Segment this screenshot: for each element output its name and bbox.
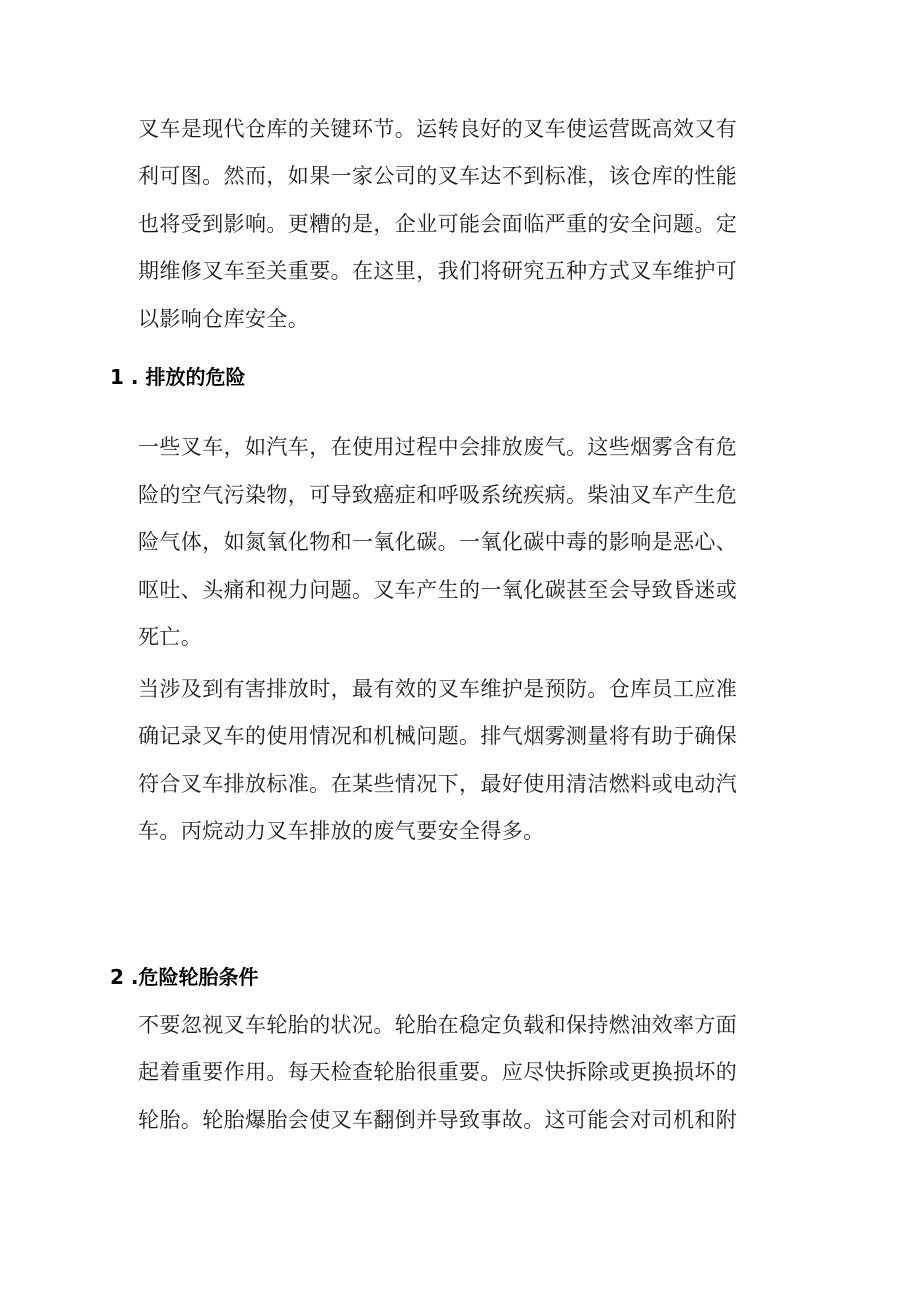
section-1-p1-line-5: 死亡。 [138, 625, 203, 649]
section-1-p1-line-1: 一些叉车，如汽车，在使用过程中会排放废气。这些烟雾含有危 [138, 435, 738, 459]
section-1-p1-line-2: 险的空气污染物，可导致癌症和呼吸系统疾病。柴油叉车产生危 [138, 483, 738, 507]
section-1-p2-line-1: 当涉及到有害排放时，最有效的叉车维护是预防。仓库员工应准 [138, 677, 738, 701]
section-1-p2-line-3: 符合叉车排放标准。在某些情况下，最好使用清洁燃料或电动汽 [138, 772, 738, 796]
intro-line-4: 期维修叉车至关重要。在这里，我们将研究五种方式叉车维护可 [138, 259, 738, 283]
intro-line-1: 叉车是现代仓库的关键环节。运转良好的叉车使运营既高效又有 [138, 117, 738, 141]
intro-line-5: 以影响仓库安全。 [138, 307, 310, 331]
section-1-heading: 1 . 排放的危险 [110, 365, 246, 389]
section-2-p1-line-3: 轮胎。轮胎爆胎会使叉车翻倒并导致事故。这可能会对司机和附 [138, 1108, 738, 1132]
section-1-p1-line-4: 呕吐、头痛和视力问题。叉车产生的一氧化碳甚至会导致昏迷或 [138, 578, 738, 602]
section-2-p1-line-2: 起着重要作用。每天检查轮胎很重要。应尽快拆除或更换损坏的 [138, 1060, 738, 1084]
intro-line-3: 也将受到影响。更糟的是，企业可能会面临严重的安全问题。定 [138, 212, 738, 236]
section-2-heading: 2 .危险轮胎条件 [110, 965, 259, 989]
intro-line-2: 利可图。然而，如果一家公司的叉车达不到标准，该仓库的性能 [138, 164, 738, 188]
section-2-p1-line-1: 不要忽视叉车轮胎的状况。轮胎在稳定负载和保持燃油效率方面 [138, 1013, 738, 1037]
section-1-p1-line-3: 险气体，如氮氧化物和一氧化碳。一氧化碳中毒的影响是恶心、 [138, 530, 738, 554]
section-1-p2-line-2: 确记录叉车的使用情况和机械问题。排气烟雾测量将有助于确保 [138, 724, 738, 748]
section-1-p2-line-4: 车。丙烷动力叉车排放的废气要安全得多。 [138, 819, 545, 843]
